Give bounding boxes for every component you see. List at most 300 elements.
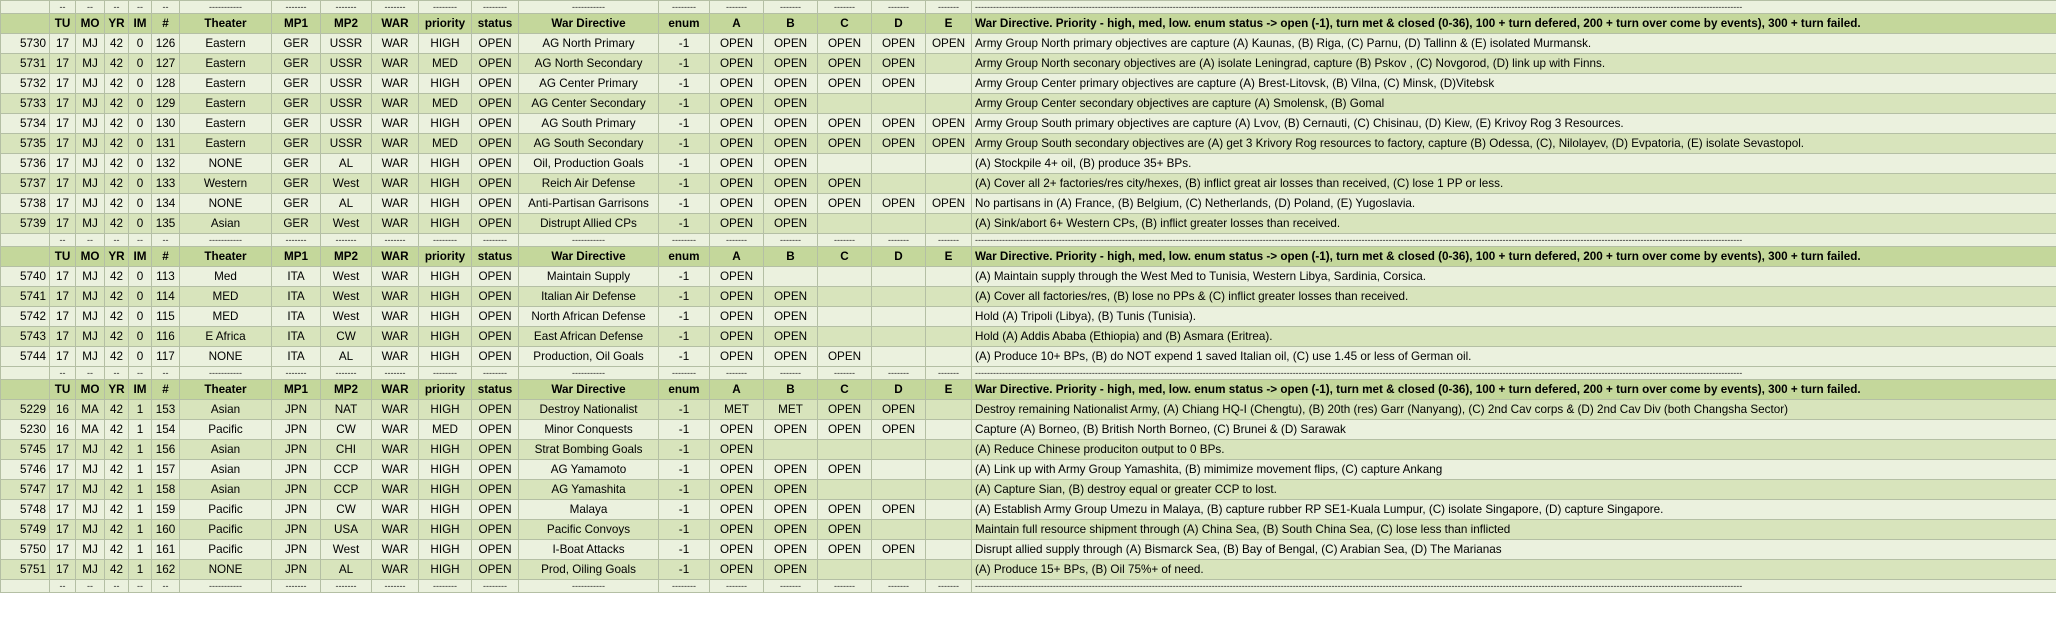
cell-year[interactable]: 42 <box>105 327 129 347</box>
cell-objective-a[interactable]: OPEN <box>710 327 764 347</box>
cell-month[interactable]: MJ <box>76 440 105 460</box>
cell-war-directive[interactable]: Italian Air Defense <box>519 287 659 307</box>
cell-theater[interactable]: Asian <box>180 460 272 480</box>
cell-row-id[interactable]: 5747 <box>1 480 50 500</box>
cell-objective-a[interactable]: OPEN <box>710 500 764 520</box>
cell-mp1[interactable]: JPN <box>272 400 321 420</box>
cell-objective-c[interactable]: OPEN <box>818 74 872 94</box>
cell-month[interactable]: MJ <box>76 74 105 94</box>
cell-turn[interactable]: 17 <box>50 460 76 480</box>
cell-enum[interactable]: -1 <box>659 400 710 420</box>
cell-priority[interactable]: HIGH <box>419 287 472 307</box>
cell-objective-b[interactable] <box>764 440 818 460</box>
cell-priority[interactable]: HIGH <box>419 214 472 234</box>
cell-objective-d[interactable] <box>872 174 926 194</box>
cell-im[interactable]: 1 <box>129 480 152 500</box>
cell-objective-d[interactable]: OPEN <box>872 34 926 54</box>
cell-im[interactable]: 0 <box>129 74 152 94</box>
cell-year[interactable]: 42 <box>105 214 129 234</box>
cell-row-id[interactable]: 5229 <box>1 400 50 420</box>
cell-month[interactable]: MJ <box>76 194 105 214</box>
cell-priority[interactable]: HIGH <box>419 174 472 194</box>
cell-mp2[interactable]: USSR <box>321 74 372 94</box>
cell-year[interactable]: 42 <box>105 347 129 367</box>
cell-objective-b[interactable]: OPEN <box>764 54 818 74</box>
cell-objective-e[interactable] <box>926 267 972 287</box>
cell-objective-a[interactable]: OPEN <box>710 34 764 54</box>
cell-objective-c[interactable] <box>818 440 872 460</box>
cell-mp1[interactable]: ITA <box>272 347 321 367</box>
cell-row-id[interactable]: 5748 <box>1 500 50 520</box>
cell-objective-c[interactable]: OPEN <box>818 420 872 440</box>
cell-objective-e[interactable] <box>926 420 972 440</box>
cell-row-id[interactable]: 5750 <box>1 540 50 560</box>
cell-priority[interactable]: HIGH <box>419 267 472 287</box>
cell-objective-a[interactable]: OPEN <box>710 174 764 194</box>
cell-turn[interactable]: 16 <box>50 400 76 420</box>
cell-year[interactable]: 42 <box>105 307 129 327</box>
cell-number[interactable]: 162 <box>152 560 180 580</box>
cell-im[interactable]: 0 <box>129 114 152 134</box>
cell-priority[interactable]: HIGH <box>419 560 472 580</box>
cell-row-id[interactable]: 5743 <box>1 327 50 347</box>
cell-number[interactable]: 156 <box>152 440 180 460</box>
cell-objective-e[interactable]: OPEN <box>926 114 972 134</box>
cell-month[interactable]: MJ <box>76 327 105 347</box>
cell-objective-b[interactable]: OPEN <box>764 134 818 154</box>
cell-status[interactable]: OPEN <box>472 214 519 234</box>
cell-war-directive[interactable]: AG Yamashita <box>519 480 659 500</box>
cell-im[interactable]: 0 <box>129 194 152 214</box>
cell-theater[interactable]: MED <box>180 287 272 307</box>
cell-month[interactable]: MJ <box>76 540 105 560</box>
cell-objective-b[interactable]: OPEN <box>764 307 818 327</box>
cell-objective-d[interactable] <box>872 460 926 480</box>
cell-im[interactable]: 0 <box>129 54 152 74</box>
cell-year[interactable]: 42 <box>105 114 129 134</box>
cell-objective-b[interactable]: OPEN <box>764 154 818 174</box>
cell-theater[interactable]: Pacific <box>180 420 272 440</box>
cell-objective-e[interactable]: OPEN <box>926 34 972 54</box>
cell-war[interactable]: WAR <box>372 500 419 520</box>
cell-war[interactable]: WAR <box>372 194 419 214</box>
cell-mp2[interactable]: CHI <box>321 440 372 460</box>
cell-priority[interactable]: HIGH <box>419 114 472 134</box>
cell-enum[interactable]: -1 <box>659 347 710 367</box>
cell-description[interactable]: Army Group South secondary objectives are (A) get 3 Krivory Rog resources to factory, capture (B) Odessa, (C), Nilolayev, (D) Evpatoria, (E) isolate Sevastopol. <box>972 134 2056 154</box>
cell-year[interactable]: 42 <box>105 440 129 460</box>
cell-war[interactable]: WAR <box>372 287 419 307</box>
cell-turn[interactable]: 17 <box>50 540 76 560</box>
cell-month[interactable]: MJ <box>76 34 105 54</box>
cell-row-id[interactable]: 5731 <box>1 54 50 74</box>
cell-turn[interactable]: 17 <box>50 267 76 287</box>
cell-mp2[interactable]: USSR <box>321 34 372 54</box>
cell-enum[interactable]: -1 <box>659 520 710 540</box>
cell-objective-b[interactable]: OPEN <box>764 94 818 114</box>
cell-theater[interactable]: Eastern <box>180 114 272 134</box>
cell-mp2[interactable]: West <box>321 174 372 194</box>
cell-turn[interactable]: 17 <box>50 560 76 580</box>
cell-mp1[interactable]: GER <box>272 134 321 154</box>
cell-war[interactable]: WAR <box>372 540 419 560</box>
cell-objective-b[interactable]: OPEN <box>764 480 818 500</box>
cell-row-id[interactable]: 5737 <box>1 174 50 194</box>
cell-theater[interactable]: Med <box>180 267 272 287</box>
cell-war-directive[interactable]: Anti-Partisan Garrisons <box>519 194 659 214</box>
cell-objective-a[interactable]: OPEN <box>710 520 764 540</box>
cell-turn[interactable]: 17 <box>50 480 76 500</box>
cell-row-id[interactable]: 5751 <box>1 560 50 580</box>
cell-objective-a[interactable]: OPEN <box>710 267 764 287</box>
cell-month[interactable]: MJ <box>76 174 105 194</box>
cell-war[interactable]: WAR <box>372 420 419 440</box>
cell-objective-d[interactable] <box>872 307 926 327</box>
cell-objective-a[interactable]: OPEN <box>710 154 764 174</box>
cell-turn[interactable]: 17 <box>50 520 76 540</box>
cell-description[interactable]: Maintain full resource shipment through (A) China Sea, (B) South China Sea, (C) lose less than inflicted <box>972 520 2056 540</box>
cell-theater[interactable]: NONE <box>180 194 272 214</box>
cell-turn[interactable]: 17 <box>50 500 76 520</box>
cell-turn[interactable]: 17 <box>50 327 76 347</box>
cell-theater[interactable]: Western <box>180 174 272 194</box>
cell-enum[interactable]: -1 <box>659 174 710 194</box>
cell-objective-c[interactable] <box>818 480 872 500</box>
cell-priority[interactable]: HIGH <box>419 540 472 560</box>
cell-objective-d[interactable] <box>872 267 926 287</box>
cell-mp2[interactable]: CCP <box>321 480 372 500</box>
cell-enum[interactable]: -1 <box>659 420 710 440</box>
cell-priority[interactable]: HIGH <box>419 307 472 327</box>
cell-number[interactable]: 116 <box>152 327 180 347</box>
cell-month[interactable]: MJ <box>76 114 105 134</box>
cell-year[interactable]: 42 <box>105 54 129 74</box>
cell-month[interactable]: MJ <box>76 520 105 540</box>
cell-war[interactable]: WAR <box>372 34 419 54</box>
cell-description[interactable]: Army Group Center primary objectives are capture (A) Brest-Litovsk, (B) Vilna, (C) Minsk, (D)Vitebsk <box>972 74 2056 94</box>
cell-objective-a[interactable]: OPEN <box>710 440 764 460</box>
cell-status[interactable]: OPEN <box>472 267 519 287</box>
cell-enum[interactable]: -1 <box>659 154 710 174</box>
cell-objective-e[interactable] <box>926 440 972 460</box>
cell-month[interactable]: MJ <box>76 94 105 114</box>
cell-mp1[interactable]: GER <box>272 74 321 94</box>
cell-objective-c[interactable]: OPEN <box>818 54 872 74</box>
cell-enum[interactable]: -1 <box>659 134 710 154</box>
cell-number[interactable]: 133 <box>152 174 180 194</box>
cell-objective-c[interactable] <box>818 560 872 580</box>
cell-number[interactable]: 135 <box>152 214 180 234</box>
cell-im[interactable]: 0 <box>129 327 152 347</box>
cell-description[interactable]: (A) Produce 10+ BPs, (B) do NOT expend 1 saved Italian oil, (C) use 1.45 or less of German oil. <box>972 347 2056 367</box>
cell-status[interactable]: OPEN <box>472 74 519 94</box>
cell-description[interactable]: (A) Maintain supply through the West Med to Tunisia, Western Libya, Sardinia, Corsica. <box>972 267 2056 287</box>
cell-war-directive[interactable]: Maintain Supply <box>519 267 659 287</box>
cell-war-directive[interactable]: Distrupt Allied CPs <box>519 214 659 234</box>
cell-priority[interactable]: HIGH <box>419 400 472 420</box>
cell-turn[interactable]: 17 <box>50 34 76 54</box>
cell-im[interactable]: 0 <box>129 214 152 234</box>
cell-objective-e[interactable] <box>926 560 972 580</box>
cell-im[interactable]: 1 <box>129 460 152 480</box>
cell-objective-b[interactable] <box>764 267 818 287</box>
cell-mp2[interactable]: AL <box>321 194 372 214</box>
cell-status[interactable]: OPEN <box>472 287 519 307</box>
cell-mp1[interactable]: GER <box>272 54 321 74</box>
cell-month[interactable]: MJ <box>76 480 105 500</box>
cell-mp2[interactable]: CCP <box>321 460 372 480</box>
cell-status[interactable]: OPEN <box>472 174 519 194</box>
cell-mp1[interactable]: GER <box>272 34 321 54</box>
cell-status[interactable]: OPEN <box>472 34 519 54</box>
cell-war-directive[interactable]: Pacific Convoys <box>519 520 659 540</box>
cell-objective-c[interactable]: OPEN <box>818 520 872 540</box>
cell-enum[interactable]: -1 <box>659 327 710 347</box>
cell-priority[interactable]: HIGH <box>419 500 472 520</box>
cell-mp1[interactable]: GER <box>272 174 321 194</box>
cell-priority[interactable]: HIGH <box>419 520 472 540</box>
cell-objective-e[interactable] <box>926 400 972 420</box>
cell-objective-e[interactable] <box>926 94 972 114</box>
cell-im[interactable]: 1 <box>129 520 152 540</box>
cell-war[interactable]: WAR <box>372 267 419 287</box>
cell-objective-e[interactable] <box>926 54 972 74</box>
cell-im[interactable]: 0 <box>129 347 152 367</box>
cell-mp2[interactable]: AL <box>321 154 372 174</box>
cell-theater[interactable]: E Africa <box>180 327 272 347</box>
cell-enum[interactable]: -1 <box>659 460 710 480</box>
cell-number[interactable]: 154 <box>152 420 180 440</box>
cell-year[interactable]: 42 <box>105 194 129 214</box>
cell-month[interactable]: MJ <box>76 214 105 234</box>
cell-description[interactable]: (A) Link up with Army Group Yamashita, (B) mimimize movement flips, (C) capture Ankang <box>972 460 2056 480</box>
cell-objective-c[interactable]: OPEN <box>818 114 872 134</box>
cell-war-directive[interactable]: Oil, Production Goals <box>519 154 659 174</box>
cell-mp1[interactable]: JPN <box>272 560 321 580</box>
cell-objective-c[interactable]: OPEN <box>818 400 872 420</box>
cell-priority[interactable]: HIGH <box>419 347 472 367</box>
cell-theater[interactable]: Eastern <box>180 74 272 94</box>
cell-objective-e[interactable] <box>926 74 972 94</box>
cell-objective-e[interactable] <box>926 307 972 327</box>
cell-objective-b[interactable]: OPEN <box>764 327 818 347</box>
cell-objective-c[interactable]: OPEN <box>818 540 872 560</box>
cell-status[interactable]: OPEN <box>472 134 519 154</box>
cell-objective-d[interactable]: OPEN <box>872 194 926 214</box>
cell-number[interactable]: 132 <box>152 154 180 174</box>
cell-month[interactable]: MA <box>76 420 105 440</box>
cell-war-directive[interactable]: Strat Bombing Goals <box>519 440 659 460</box>
cell-mp1[interactable]: GER <box>272 114 321 134</box>
cell-number[interactable]: 115 <box>152 307 180 327</box>
cell-priority[interactable]: MED <box>419 420 472 440</box>
cell-war[interactable]: WAR <box>372 307 419 327</box>
cell-enum[interactable]: -1 <box>659 94 710 114</box>
cell-objective-e[interactable] <box>926 214 972 234</box>
cell-objective-c[interactable] <box>818 327 872 347</box>
cell-mp1[interactable]: ITA <box>272 267 321 287</box>
cell-objective-d[interactable] <box>872 520 926 540</box>
cell-description[interactable]: (A) Cover all factories/res, (B) lose no PPs & (C) inflict greater losses than received. <box>972 287 2056 307</box>
cell-objective-e[interactable] <box>926 540 972 560</box>
cell-year[interactable]: 42 <box>105 460 129 480</box>
cell-objective-e[interactable] <box>926 520 972 540</box>
cell-mp2[interactable]: CW <box>321 500 372 520</box>
cell-mp1[interactable]: JPN <box>272 420 321 440</box>
cell-row-id[interactable]: 5732 <box>1 74 50 94</box>
cell-objective-b[interactable]: OPEN <box>764 520 818 540</box>
cell-objective-e[interactable] <box>926 460 972 480</box>
cell-row-id[interactable]: 5730 <box>1 34 50 54</box>
cell-im[interactable]: 0 <box>129 134 152 154</box>
cell-priority[interactable]: HIGH <box>419 460 472 480</box>
cell-year[interactable]: 42 <box>105 480 129 500</box>
cell-im[interactable]: 0 <box>129 34 152 54</box>
cell-objective-e[interactable] <box>926 500 972 520</box>
cell-objective-b[interactable]: OPEN <box>764 347 818 367</box>
cell-row-id[interactable]: 5745 <box>1 440 50 460</box>
cell-turn[interactable]: 17 <box>50 74 76 94</box>
cell-row-id[interactable]: 5733 <box>1 94 50 114</box>
cell-year[interactable]: 42 <box>105 420 129 440</box>
cell-description[interactable]: Army Group North primary objectives are capture (A) Kaunas, (B) Riga, (C) Parnu, (D) Tallinn & (E) isolated Murmansk. <box>972 34 2056 54</box>
cell-theater[interactable]: Eastern <box>180 54 272 74</box>
cell-objective-b[interactable]: MET <box>764 400 818 420</box>
cell-objective-d[interactable]: OPEN <box>872 54 926 74</box>
cell-number[interactable]: 158 <box>152 480 180 500</box>
cell-objective-e[interactable] <box>926 480 972 500</box>
cell-description[interactable]: (A) Reduce Chinese produciton output to 0 BPs. <box>972 440 2056 460</box>
cell-row-id[interactable]: 5230 <box>1 420 50 440</box>
cell-year[interactable]: 42 <box>105 34 129 54</box>
cell-im[interactable]: 0 <box>129 174 152 194</box>
cell-description[interactable]: No partisans in (A) France, (B) Belgium, (C) Netherlands, (D) Poland, (E) Yugoslavia. <box>972 194 2056 214</box>
cell-objective-a[interactable]: OPEN <box>710 307 764 327</box>
cell-number[interactable]: 126 <box>152 34 180 54</box>
cell-im[interactable]: 1 <box>129 440 152 460</box>
cell-objective-b[interactable]: OPEN <box>764 174 818 194</box>
cell-row-id[interactable]: 5749 <box>1 520 50 540</box>
cell-status[interactable]: OPEN <box>472 194 519 214</box>
cell-objective-e[interactable] <box>926 174 972 194</box>
cell-objective-c[interactable]: OPEN <box>818 194 872 214</box>
cell-war[interactable]: WAR <box>372 440 419 460</box>
cell-objective-b[interactable]: OPEN <box>764 214 818 234</box>
cell-objective-c[interactable]: OPEN <box>818 134 872 154</box>
cell-objective-a[interactable]: OPEN <box>710 114 764 134</box>
cell-theater[interactable]: Asian <box>180 400 272 420</box>
cell-month[interactable]: MJ <box>76 307 105 327</box>
cell-war[interactable]: WAR <box>372 114 419 134</box>
cell-objective-c[interactable]: OPEN <box>818 34 872 54</box>
cell-year[interactable]: 42 <box>105 540 129 560</box>
cell-mp2[interactable]: West <box>321 214 372 234</box>
cell-war-directive[interactable]: Destroy Nationalist <box>519 400 659 420</box>
cell-year[interactable]: 42 <box>105 154 129 174</box>
cell-mp1[interactable]: ITA <box>272 307 321 327</box>
cell-priority[interactable]: HIGH <box>419 480 472 500</box>
cell-status[interactable]: OPEN <box>472 460 519 480</box>
cell-objective-a[interactable]: OPEN <box>710 214 764 234</box>
cell-description[interactable]: Disrupt allied supply through (A) Bismarck Sea, (B) Bay of Bengal, (C) Arabian Sea, (D) The Marianas <box>972 540 2056 560</box>
cell-objective-c[interactable] <box>818 267 872 287</box>
cell-number[interactable]: 160 <box>152 520 180 540</box>
cell-turn[interactable]: 17 <box>50 287 76 307</box>
cell-theater[interactable]: Pacific <box>180 520 272 540</box>
cell-turn[interactable]: 16 <box>50 420 76 440</box>
cell-enum[interactable]: -1 <box>659 74 710 94</box>
cell-objective-b[interactable]: OPEN <box>764 500 818 520</box>
cell-row-id[interactable]: 5738 <box>1 194 50 214</box>
cell-war[interactable]: WAR <box>372 174 419 194</box>
cell-mp2[interactable]: West <box>321 307 372 327</box>
cell-row-id[interactable]: 5746 <box>1 460 50 480</box>
cell-objective-e[interactable]: OPEN <box>926 194 972 214</box>
cell-objective-d[interactable] <box>872 560 926 580</box>
cell-war-directive[interactable]: AG North Secondary <box>519 54 659 74</box>
cell-mp1[interactable]: ITA <box>272 287 321 307</box>
cell-month[interactable]: MJ <box>76 134 105 154</box>
cell-description[interactable]: Army Group South primary objectives are capture (A) Lvov, (B) Cernauti, (C) Chisinau, (D) Kiew, (E) Krivoy Rog 3 Resources. <box>972 114 2056 134</box>
cell-mp2[interactable]: West <box>321 287 372 307</box>
cell-row-id[interactable]: 5744 <box>1 347 50 367</box>
cell-priority[interactable]: HIGH <box>419 34 472 54</box>
cell-priority[interactable]: HIGH <box>419 154 472 174</box>
cell-objective-a[interactable]: OPEN <box>710 94 764 114</box>
cell-objective-a[interactable]: MET <box>710 400 764 420</box>
cell-turn[interactable]: 17 <box>50 194 76 214</box>
cell-objective-e[interactable] <box>926 154 972 174</box>
cell-war-directive[interactable]: Reich Air Defense <box>519 174 659 194</box>
cell-mp1[interactable]: GER <box>272 194 321 214</box>
cell-theater[interactable]: Asian <box>180 440 272 460</box>
cell-year[interactable]: 42 <box>105 560 129 580</box>
cell-status[interactable]: OPEN <box>472 154 519 174</box>
cell-objective-e[interactable]: OPEN <box>926 134 972 154</box>
cell-war[interactable]: WAR <box>372 94 419 114</box>
cell-turn[interactable]: 17 <box>50 94 76 114</box>
cell-war[interactable]: WAR <box>372 327 419 347</box>
cell-status[interactable]: OPEN <box>472 307 519 327</box>
cell-objective-a[interactable]: OPEN <box>710 347 764 367</box>
cell-turn[interactable]: 17 <box>50 54 76 74</box>
cell-mp2[interactable]: USSR <box>321 94 372 114</box>
cell-number[interactable]: 161 <box>152 540 180 560</box>
cell-mp1[interactable]: JPN <box>272 540 321 560</box>
cell-objective-b[interactable]: OPEN <box>764 74 818 94</box>
cell-mp1[interactable]: GER <box>272 94 321 114</box>
cell-im[interactable]: 0 <box>129 287 152 307</box>
cell-status[interactable]: OPEN <box>472 114 519 134</box>
cell-row-id[interactable]: 5736 <box>1 154 50 174</box>
cell-mp2[interactable]: CW <box>321 327 372 347</box>
cell-status[interactable]: OPEN <box>472 94 519 114</box>
cell-enum[interactable]: -1 <box>659 560 710 580</box>
cell-month[interactable]: MJ <box>76 54 105 74</box>
cell-enum[interactable]: -1 <box>659 440 710 460</box>
cell-theater[interactable]: Eastern <box>180 134 272 154</box>
cell-turn[interactable]: 17 <box>50 347 76 367</box>
cell-status[interactable]: OPEN <box>472 540 519 560</box>
cell-turn[interactable]: 17 <box>50 440 76 460</box>
cell-im[interactable]: 0 <box>129 154 152 174</box>
cell-enum[interactable]: -1 <box>659 267 710 287</box>
cell-objective-d[interactable]: OPEN <box>872 500 926 520</box>
cell-objective-b[interactable]: OPEN <box>764 114 818 134</box>
cell-war-directive[interactable]: AG South Secondary <box>519 134 659 154</box>
cell-row-id[interactable]: 5735 <box>1 134 50 154</box>
cell-objective-a[interactable]: OPEN <box>710 134 764 154</box>
